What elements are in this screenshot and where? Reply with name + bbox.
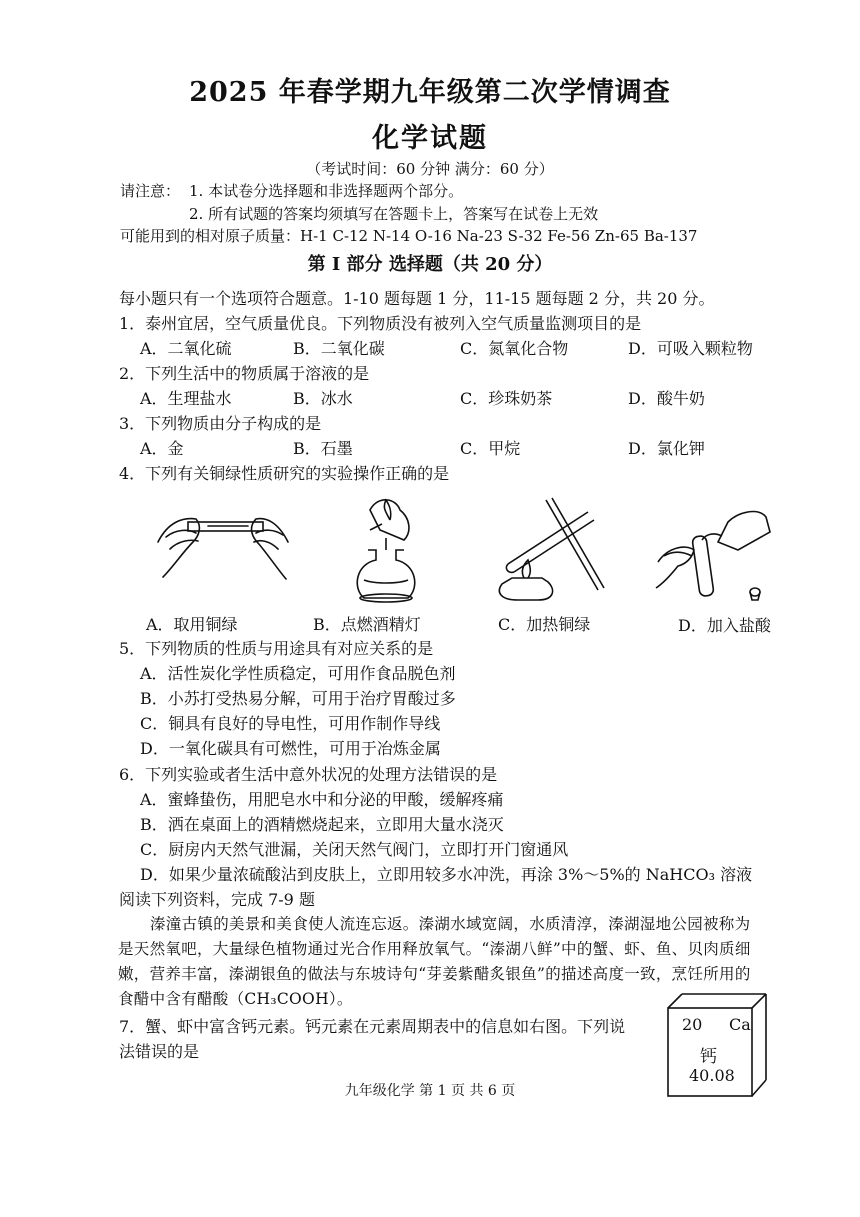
section-instructions: 每小题只有一个选项符合题意。1-10 题每题 1 分，11-15 题每题 2 分，共 20 分。 [119,289,715,308]
option-b: B．冰水 [293,389,353,408]
option-d: D．如果少量浓硫酸沾到皮肤上，立即用较多水冲洗，再涂 3%～5%的 NaHCO₃ 溶液 [140,865,753,884]
reading-intro: 阅读下列资料，完成 7-9 题 [119,890,315,909]
option-a: A．活性炭化学性质稳定，可用作食品脱色剂 [140,664,456,683]
question-stem: 7．蟹、虾中富含钙元素。钙元素在元素周期表中的信息如右图。下列说 [119,1017,626,1036]
question-stem-continued: 法错误的是 [119,1042,200,1061]
figure-take-copper-green [148,497,298,587]
page-footer: 九年级化学 第 1 页 共 6 页 [344,1083,516,1099]
atomic-mass: 40.08 [689,1066,735,1085]
question-stem: 4．下列有关铜绿性质研究的实验操作正确的是 [119,464,450,483]
option-c: C．氮氧化合物 [460,339,569,358]
option-d: D．酸牛奶 [628,389,705,408]
subject-title: 化学试题 [372,123,488,154]
option-d: D．可吸入颗粒物 [628,339,753,358]
figure-heating-tube [488,492,608,604]
option-b: B．小苏打受热易分解，可用于治疗胃酸过多 [140,689,456,708]
notice-label: 请注意： [120,182,181,200]
question-stem: 1．泰州宜居，空气质量优良。下列物质没有被列入空气质量监测项目的是 [119,314,642,333]
element-name: 钙 [700,1047,717,1067]
option-d: D．一氧化碳具有可燃性，可用于冶炼金属 [140,739,441,758]
atomic-number: 20 [682,1015,703,1034]
question-stem: 3．下列物质由分子构成的是 [119,414,322,433]
question-stem: 2．下列生活中的物质属于溶液的是 [119,364,370,383]
section-title: 第 I 部分 选择题（共 20 分） [307,254,553,275]
figure-caption-b: B．点燃酒精灯 [313,615,421,634]
figure-caption-d: D．加入盐酸 [678,616,771,635]
option-a: A．蜜蜂蛰伤，用肥皂水中和分泌的甲酸，缓解疼痛 [140,790,504,809]
option-c: C．珍珠奶茶 [460,389,553,408]
notice-item-2: 2. 所有试题的答案均须填写在答题卡上，答案写在试卷上无效 [189,205,599,223]
option-b: B．石墨 [293,439,353,458]
figure-alcohol-lamps [330,490,450,605]
option-a: A．金 [140,439,184,458]
question-stem: 5．下列物质的性质与用途具有对应关系的是 [119,639,434,658]
figure-caption-a: A．取用铜绿 [146,615,238,634]
question-stem: 6．下列实验或者生活中意外状况的处理方法错误的是 [119,765,498,784]
figure-add-acid [648,492,778,607]
notice-item-1: 1. 本试卷分选择题和非选择题两个部分。 [189,182,464,200]
atomic-masses: 可能用到的相对原子质量：H-1 C-12 N-14 O-16 Na-23 S-32 Fe-56 Zn-65 Ba-137 [120,227,698,245]
option-d: D．氯化钾 [628,439,705,458]
element-symbol: Ca [729,1015,751,1034]
option-b: B．二氧化碳 [293,339,385,358]
exam-info: （考试时间：60 分钟 满分：60 分） [306,160,554,178]
option-c: C．铜具有良好的导电性，可用作制作导线 [140,714,441,733]
option-c: C．甲烷 [460,439,521,458]
option-a: A．二氧化硫 [140,339,232,358]
exam-title: 2025 年春学期九年级第二次学情调查 [189,77,671,108]
option-c: C．厨房内天然气泄漏，关闭天然气阀门，立即打开门窗通风 [140,840,569,859]
figure-caption-c: C．加热铜绿 [498,615,591,634]
option-a: A．生理盐水 [140,389,232,408]
reading-passage: 溱潼古镇的美景和美食使人流连忘返。溱湖水域宽阔，水质清淳，溱湖湿地公园被称为是天然氧吧，大量绿色植物通过光合作用释放氧气。“溱湖八鲜”中的蟹、虾、鱼、贝肉质细嫩，营养丰富，溱湖银鱼的做法与东坡诗句“芽姜紫醋炙银鱼”的描述高度一致，烹饪所用的食醋中含有醋酸（CH₃COOH）。 [118,915,751,1008]
option-b: B．洒在桌面上的酒精燃烧起来，立即用大量水浇灭 [140,815,504,834]
